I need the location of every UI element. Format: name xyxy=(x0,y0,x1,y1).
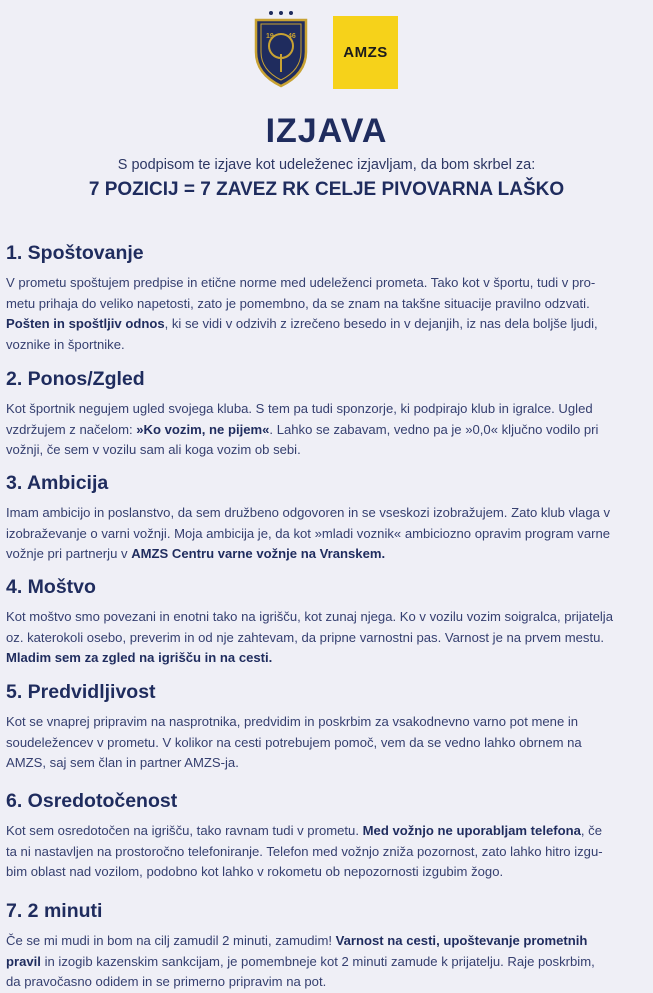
body-text: soudeležencev v prometu. V kolikor na cesti potrebujem pomoč, vem da se vedno lahko obrnem na xyxy=(6,734,582,750)
svg-text:46: 46 xyxy=(288,33,296,40)
body-text: Kot moštvo smo povezani in enotni tako na igrišču, kot zunaj njega. Ko v vozilu vozim soigralca, prijatelja xyxy=(6,609,613,624)
body-text: ta ni nastavljen na prostoročno telefoniranje. Telefon med vožnjo zniža pozornost, zato lahko hitro izgu- xyxy=(6,843,603,859)
section-body xyxy=(6,712,650,774)
section-body xyxy=(6,399,650,461)
body-text: voznike in športnike. xyxy=(6,336,125,352)
section-4 xyxy=(6,576,650,669)
emphasis-text: »Ko vozim, ne pijem« xyxy=(136,421,270,437)
section-2 xyxy=(6,368,650,461)
section-title: 5. Predvidljivost xyxy=(6,681,156,703)
body-text: . Lahko se zabavam, vedno pa je »0,0« ključno vodilo pri xyxy=(269,421,599,437)
body-text: in izogib kazenskim sankcijam, je pomembneje kot 2 minuti zamude k prijatelju. Raje poskrbim, xyxy=(40,953,595,969)
body-text: AMZS, saj sem član in partner AMZS-ja. xyxy=(6,755,239,770)
svg-text:19: 19 xyxy=(266,33,274,40)
headline: 7 POZICIJ = 7 ZAVEZ RK CELJE PIVOVARNA LAŠKO xyxy=(88,179,565,200)
section-title: 6. Osredotočenost xyxy=(6,790,178,812)
body-text: Imam ambicijo in poslanstvo, da sem družbeno odgovoren in se vseskozi izobražujem. Zato klub vlaga v xyxy=(6,505,611,520)
body-text: metu prihaja do veliko napetosti, zato je pomembno, da se znam na takšne situacije pravilno odzvati. xyxy=(6,295,590,311)
body-text: bim oblast nad vozilom, podobno kot lahko v rokometu ob nepozornosti izgubim žogo. xyxy=(6,864,504,879)
section-3 xyxy=(6,472,650,565)
section-title: 4. Moštvo xyxy=(6,576,96,598)
section-5 xyxy=(6,681,650,774)
amzs-logo-text: AMZS xyxy=(343,44,388,61)
body-text: V prometu spoštujem predpise in etične norme med udeleženci prometa. Tako kot v športu, tudi v pro- xyxy=(6,275,596,290)
emphasis-text: Mladim sem za zgled na igrišču in na cesti. xyxy=(6,650,273,665)
page-title: IZJAVA xyxy=(265,112,388,150)
emphasis-text: Varnost na cesti, upoštevanje prometnih xyxy=(335,933,588,948)
section-1 xyxy=(6,242,650,355)
emphasis-text: Med vožnjo ne uporabljam telefona xyxy=(362,823,581,838)
emphasis-text: AMZS Centru varne vožnje na Vranskem. xyxy=(131,546,386,561)
body-text: , če xyxy=(580,823,602,838)
section-body xyxy=(6,931,650,993)
body-text: Če se mi mudi in bom na cilj zamudil 2 minuti, zamudim! xyxy=(6,933,336,948)
body-text: oz. katerokoli osebo, preverim in od nje zahtevam, da pripne varnostni pas. Varnost je na prvem mestu. xyxy=(6,629,605,645)
section-title: 3. Ambicija xyxy=(6,472,109,494)
section-body xyxy=(6,821,650,883)
body-text: vožnje pri partnerju v xyxy=(6,546,132,561)
body-text: vzdržujem z načelom: xyxy=(6,421,137,437)
section-body xyxy=(6,503,650,565)
section-6 xyxy=(6,790,650,883)
body-text: vožnji, če sem v vozilu sam ali koga vozim ob sebi. xyxy=(6,442,301,457)
body-text: Kot sem osredotočen na igrišču, tako ravnam tudi v prometu. xyxy=(6,823,363,838)
section-title: 7. 2 minuti xyxy=(6,900,103,922)
emphasis-text: Pošten in spoštljiv odnos xyxy=(6,316,165,331)
logo-bar xyxy=(0,8,653,88)
section-body xyxy=(6,607,650,669)
body-text: , ki se vidi v odzivih z izrečeno besedo in v dejanjih, iz nas dela boljše ljudi, xyxy=(164,316,598,331)
section-title: 1. Spoštovanje xyxy=(6,242,144,264)
amzs-logo xyxy=(333,16,398,89)
club-crest-logo xyxy=(250,8,312,88)
section-body xyxy=(6,273,650,355)
body-text: Kot športnik negujem ugled svojega kluba. S tem pa tudi sponzorje, ki podpirajo klub in igralce. Ugled xyxy=(6,401,593,416)
intro-text: S podpisom te izjave kot udeleženec izjavljam, da bom skrbel za: xyxy=(117,157,536,173)
body-text: da pravočasno odidem in se primerno pripravim na pot. xyxy=(6,974,327,989)
emphasis-text: pravil xyxy=(6,953,41,969)
body-text: Kot se vnaprej pripravim na nasprotnika, predvidim in poskrbim za vsakodnevno varno pot mene in xyxy=(6,714,579,729)
section-7 xyxy=(6,900,650,993)
body-text: izobraževanje o varni vožnji. Moja ambicija je, da kot »mladi voznik« ambiciozno opravim program varne xyxy=(6,525,611,541)
section-title: 2. Ponos/Zgled xyxy=(6,368,145,390)
